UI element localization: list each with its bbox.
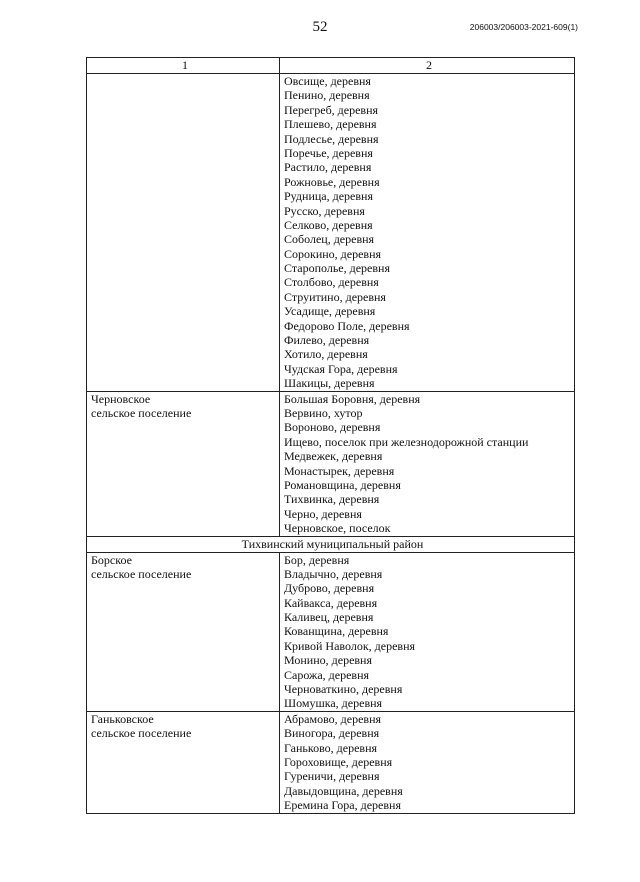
table-row xyxy=(87,74,575,392)
village-entry: Владычно, деревня xyxy=(284,566,383,581)
village-entry: Гороховище, деревня xyxy=(284,754,393,769)
village-entry: Рудница, деревня xyxy=(284,189,373,204)
page-number: 52 xyxy=(312,19,328,35)
village-entry: Черновское, поселок xyxy=(284,521,391,536)
village-entry: Каливец, деревня xyxy=(284,610,374,625)
village-entry: Поречье, деревня xyxy=(284,145,373,160)
village-entry: Кривой Наволок, деревня xyxy=(284,638,416,653)
village-entry: Шакицы, деревня xyxy=(284,376,375,391)
village-entry: Чудская Гора, деревня xyxy=(284,361,398,376)
villages-cell xyxy=(280,552,575,711)
table-row xyxy=(87,711,575,813)
village-entry: Ганьково, деревня xyxy=(284,740,378,755)
village-entry: Гуреничи, деревня xyxy=(284,769,380,784)
column-header-2: 2 xyxy=(280,58,575,74)
village-entry: Давыдовщина, деревня xyxy=(284,783,403,798)
table-row xyxy=(87,391,575,536)
village-entry: Растило, деревня xyxy=(284,160,372,175)
village-entry: Большая Боровня, деревня xyxy=(284,391,421,406)
village-entry: Ищево, поселок при железнодорожной станции xyxy=(284,434,529,449)
village-entry: Овсище, деревня xyxy=(284,74,371,88)
village-entry: Струитино, деревня xyxy=(284,289,386,304)
village-entry: Сарожа, деревня xyxy=(284,667,370,682)
settlements-table xyxy=(86,57,575,814)
village-entry: Русско, деревня xyxy=(284,203,365,218)
settlement-name-line: Борское xyxy=(91,552,132,567)
table-row xyxy=(87,552,575,711)
village-entry: Романовщина, деревня xyxy=(284,477,401,492)
village-entry: Старополье, деревня xyxy=(284,261,390,276)
settlement-cell xyxy=(87,711,280,813)
village-entry: Плешево, деревня xyxy=(284,117,377,132)
villages-cell xyxy=(280,74,575,392)
district-title: Тихвинский муниципальный район xyxy=(87,536,575,552)
table-header-row xyxy=(87,58,575,74)
settlement-cell xyxy=(87,552,280,711)
village-entry: Селково, деревня xyxy=(284,217,373,232)
village-entry: Монино, деревня xyxy=(284,653,373,668)
settlement-name-line: Ганьковское xyxy=(91,711,154,726)
villages-cell xyxy=(280,711,575,813)
settlement-cell xyxy=(87,391,280,536)
village-entry: Тихвинка, деревня xyxy=(284,492,380,507)
settlement-name-line: сельское поселение xyxy=(91,726,192,741)
village-entry: Пенино, деревня xyxy=(284,88,370,103)
village-entry: Рожновье, деревня xyxy=(284,174,380,189)
village-entry: Виногора, деревня xyxy=(284,726,380,741)
village-entry: Вервино, хутор xyxy=(284,405,363,420)
village-entry: Сорокино, деревня xyxy=(284,246,382,261)
village-entry: Еремина Гора, деревня xyxy=(284,798,401,813)
village-entry: Столбово, деревня xyxy=(284,275,379,290)
village-entry: Подлесье, деревня xyxy=(284,131,379,146)
village-entry: Дуброво, деревня xyxy=(284,581,375,596)
settlement-name-line: Черновское xyxy=(91,391,151,406)
village-entry: Филево, деревня xyxy=(284,333,370,348)
villages-cell xyxy=(280,391,575,536)
village-entry: Перегреб, деревня xyxy=(284,102,379,117)
village-entry: Черноваткино, деревня xyxy=(284,682,403,697)
village-entry: Кованщина, деревня xyxy=(284,624,389,639)
village-entry: Соболец, деревня xyxy=(284,232,375,247)
village-entry: Медвежек, деревня xyxy=(284,449,383,464)
village-entry: Вороново, деревня xyxy=(284,420,381,435)
column-header-1: 1 xyxy=(87,58,280,74)
document-code: 206003/206003-2021-609(1) xyxy=(469,22,578,32)
village-entry: Хотило, деревня xyxy=(284,347,368,362)
village-entry: Абрамово, деревня xyxy=(284,711,382,726)
settlement-name-line: сельское поселение xyxy=(91,405,192,420)
village-entry: Кайвакса, деревня xyxy=(284,595,378,610)
village-entry: Федорово Поле, деревня xyxy=(284,318,410,333)
district-row xyxy=(87,536,575,552)
village-entry: Черно, деревня xyxy=(284,506,362,521)
village-entry: Усадище, деревня xyxy=(284,304,376,319)
settlement-cell xyxy=(87,74,280,392)
village-entry: Монастырек, деревня xyxy=(284,463,395,478)
village-entry: Шомушка, деревня xyxy=(284,696,383,711)
settlement-name-line: сельское поселение xyxy=(91,566,192,581)
village-entry: Бор, деревня xyxy=(284,552,350,567)
